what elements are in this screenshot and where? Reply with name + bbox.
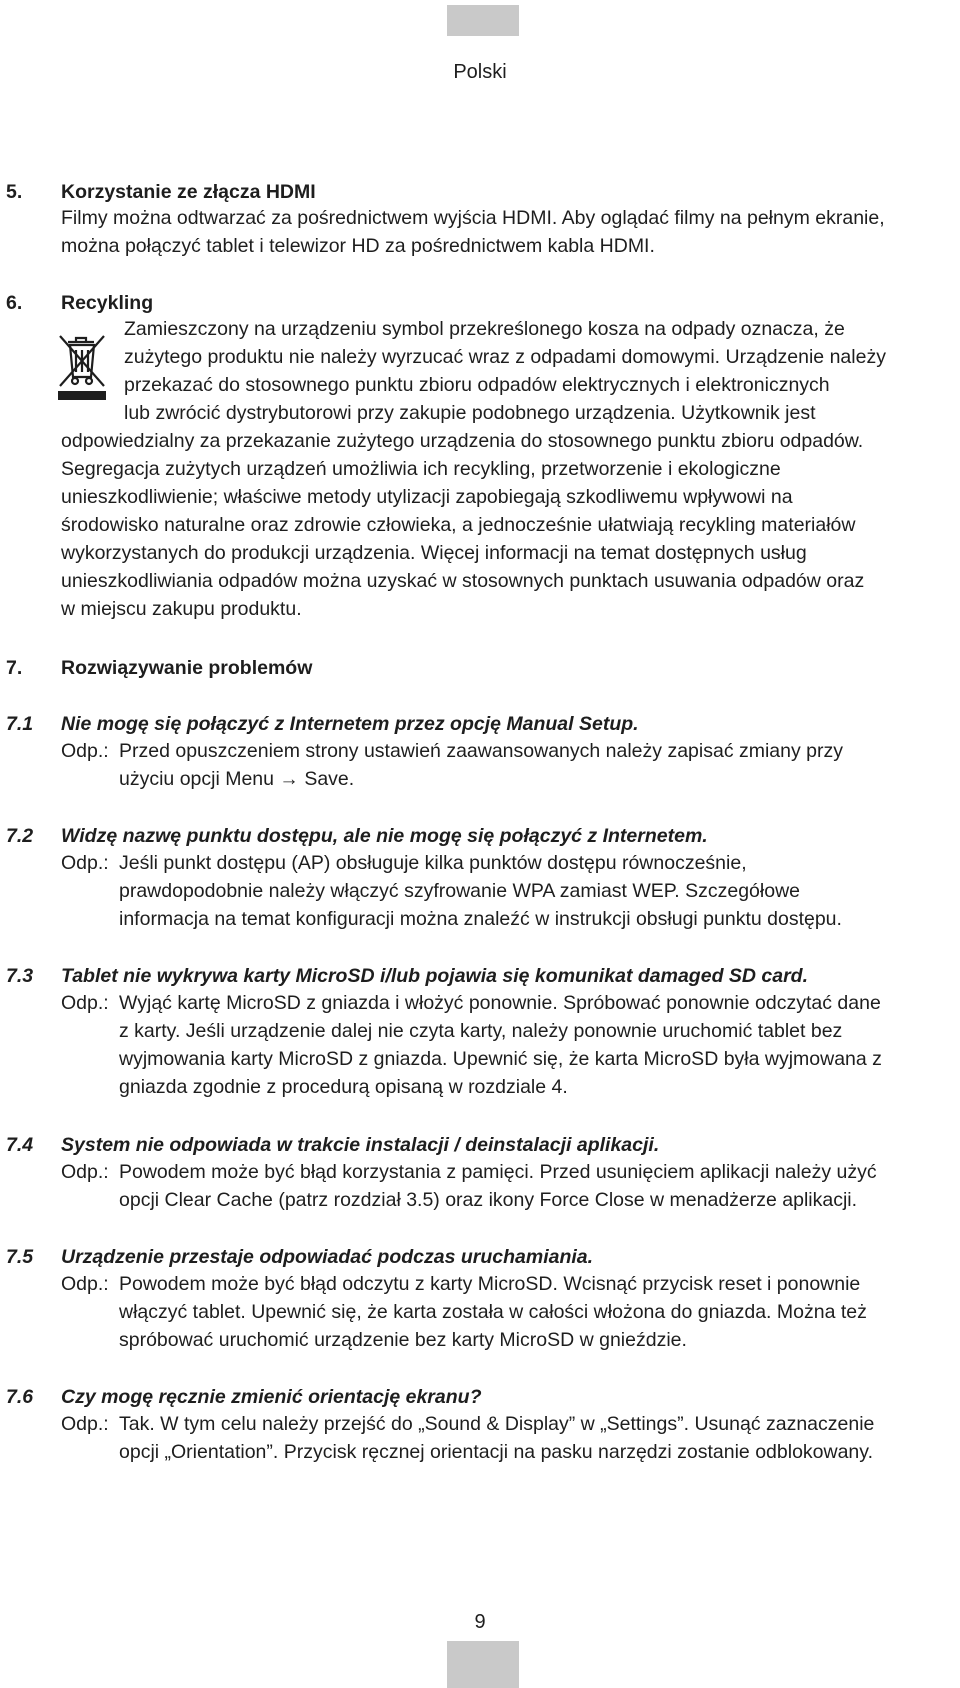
faq-question [6,962,808,990]
faq-question [6,822,708,850]
faq-answer-text: Powodem może być błąd korzystania z pamięci. Przed usunięciem aplikacji należy użyć opcji Clear Cache (patrz rozdział 3.5) oraz ikony Force Close w menadżerze aplikacji. [119,1161,877,1211]
faq-question-text: System nie odpowiada w trakcie instalacji / deinstalacji aplikacji. [61,1134,660,1156]
answer-prefix: Odp.: [61,1161,109,1183]
faq-answer-text: Wyjąć kartę MicroSD z gniazda i włożyć ponownie. Spróbować ponownie odczytać dane z karty. Jeśli urządzenie dalej nie czyta karty, należy ponownie uruchomić tablet bez wyjmowania karty MicroSD z gniazda. Upewnić się, że karta MicroSD była wyjmowana z gniazda zgodnie z procedurą opisaną w rozdziale 4. [119,992,882,1098]
faq-question-text: Tablet nie wykrywa karty MicroSD i/lub pojawia się komunikat damaged SD card. [61,965,809,987]
faq-number: 7.3 [6,965,34,987]
faq-answer-text: Powodem może być błąd odczytu z karty MicroSD. Wcisnąć przycisk reset i ponownie włączyć tablet. Upewnić się, że karta została w całości włożona do gniazda. Można też spróbować uruchomić urządzenie bez karty MicroSD w gnieździe. [119,1273,867,1351]
section-title: Recykling [61,292,154,314]
answer-prefix: Odp.: [61,740,109,762]
crossed-out-wheelie-bin-icon [54,328,110,400]
faq-question-text: Nie mogę się połączyć z Internetem przez opcję Manual Setup. [61,713,639,735]
section-number: 6. [6,292,23,314]
section-5-heading [6,178,316,206]
section-title: Rozwiązywanie problemów [61,657,313,679]
faq-number: 7.1 [6,713,34,735]
faq-question-text: Urządzenie przestaje odpowiadać podczas uruchamiania. [61,1246,594,1268]
section-6-body: odpowiedzialny za przekazanie zużytego urządzenia do stosownego punktu zbioru odpadów. Segregacja zużytych urządzeń umożliwia ich recykling, przetworzenie i ekologiczne unieszkodliwienie; właściwe metody utylizacji zapobiegają szkodliwemu wpływowi na środowisko naturalne oraz zdrowie człowieka, a jednocześnie ułatwiają recykling materiałów wykorzystanych do produkcji urządzenia. Więcej informacji na temat dostępnych usług unieszkodliwiania odpadów można uzyskać w stosownych punktach usuwania odpadów oraz w miejscu zakupu produktu. [61,430,865,620]
section-title: Korzystanie ze złącza HDMI [61,181,316,203]
answer-prefix: Odp.: [61,992,109,1014]
faq-question [6,1243,593,1271]
faq-number: 7.4 [6,1134,34,1156]
faq-number: 7.2 [6,825,34,847]
faq-question [6,1131,659,1159]
section-6-heading [6,289,153,317]
page-tab-bottom [447,1641,519,1688]
faq-question [6,1383,481,1411]
faq-question-text: Czy mogę ręcznie zmienić orientację ekranu? [61,1386,482,1408]
section-5-body: Filmy można odtwarzać za pośrednictwem wyjścia HDMI. Aby oglądać filmy na pełnym ekranie, można połączyć tablet i telewizor HD za pośrednictwem kabla HDMI. [61,207,885,257]
answer-prefix: Odp.: [61,852,109,874]
answer-prefix: Odp.: [61,1273,109,1295]
faq-number: 7.5 [6,1246,34,1268]
header-language: Polski [453,61,507,83]
section-7-heading [6,654,312,682]
section-number: 7. [6,657,23,679]
faq-answer-text: Jeśli punkt dostępu (AP) obsługuje kilka punktów dostępu równocześnie, prawdopodobnie należy włączyć szyfrowanie WPA zamiast WEP. Szczegółowe informacja na temat konfiguracji można znaleźć w instrukcji obsługi punktu dostępu. [119,852,842,930]
page-tab-top [447,5,519,36]
page-number: 9 [474,1611,486,1633]
faq-number: 7.6 [6,1386,34,1408]
section-6-body-indented: Zamieszczony na urządzeniu symbol przekreślonego kosza na odpady oznacza, że zużytego produktu nie należy wyrzucać wraz z odpadami domowymi. Urządzenie należy przekazać do stosownego punktu zbioru odpadów elektrycznych i elektronicznych lub zwrócić dystrybutorowi przy zakupie podobnego urządzenia. Użytkownik jest [124,318,886,424]
faq-answer-text: Przed opuszczeniem strony ustawień zaawansowanych należy zapisać zmiany przy użyciu opcji Menu → Save. [119,740,844,790]
section-number: 5. [6,181,23,203]
faq-answer-text: Tak. W tym celu należy przejść do „Sound & Display” w „Settings”. Usunąć zaznaczenie opcji „Orientation”. Przycisk ręcznej orientacji na pasku narzędzi zostanie odblokowany. [119,1413,875,1463]
faq-question [6,710,639,738]
answer-prefix: Odp.: [61,1413,109,1435]
faq-question-text: Widzę nazwę punktu dostępu, ale nie mogę się połączyć z Internetem. [61,825,708,847]
